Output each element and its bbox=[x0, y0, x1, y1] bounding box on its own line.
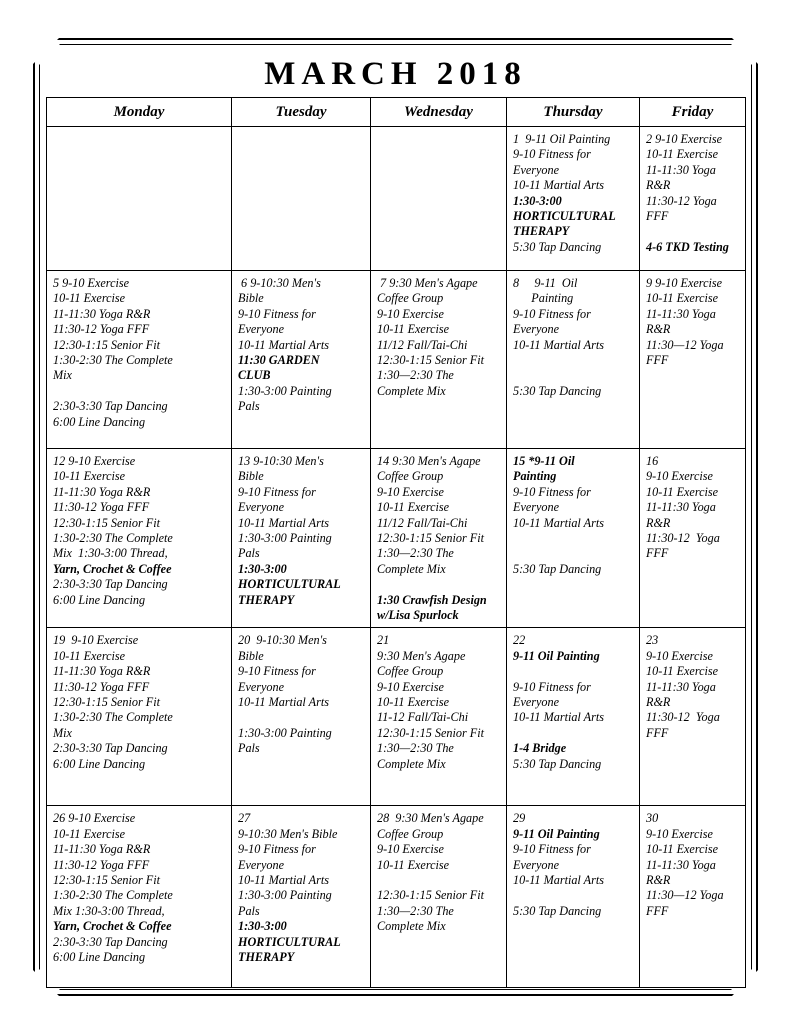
event-line: Everyone bbox=[513, 500, 560, 515]
event-line: Complete Mix bbox=[377, 383, 446, 398]
event-line: Mix bbox=[53, 368, 72, 383]
event-spacer bbox=[53, 384, 226, 399]
event-line: 10-11 Exercise bbox=[646, 842, 719, 857]
event-line: 1:30-3:00 Painting bbox=[238, 383, 332, 398]
event-line: 11-11:30 Yoga R&R bbox=[646, 679, 719, 710]
calendar-day-cell[interactable] bbox=[371, 127, 507, 271]
event-line: 7 9:30 Men's Agape bbox=[377, 276, 478, 290]
column-header-wednesday: Wednesday bbox=[371, 98, 507, 127]
event-line: 6:00 Line Dancing bbox=[53, 592, 146, 607]
calendar-day-cell[interactable] bbox=[507, 628, 640, 806]
event-line: 9-10:30 Men's Bible bbox=[238, 826, 338, 841]
event-line: 9 9-10 Exercise bbox=[646, 276, 723, 290]
event-line: 11:30-12 Yoga FFF bbox=[646, 710, 723, 740]
event-line: 1:30—2:30 The bbox=[377, 546, 454, 561]
event-line: 10-11 Exercise bbox=[646, 664, 719, 679]
event-spacer bbox=[513, 664, 634, 679]
event-line: 15 *9-11 Oil bbox=[513, 454, 575, 468]
calendar-content bbox=[46, 50, 745, 984]
calendar-day-cell[interactable] bbox=[371, 628, 507, 806]
event-line: Coffee Group bbox=[377, 826, 444, 841]
event-line: Everyone bbox=[238, 857, 285, 872]
event-line: 11-11:30 Yoga R&R bbox=[646, 306, 719, 337]
page-title: MARCH 2018 bbox=[264, 56, 527, 92]
calendar-day-cell[interactable] bbox=[371, 806, 507, 988]
event-line: 10-11 Exercise bbox=[646, 147, 719, 162]
event-line: 9-10 Fitness for bbox=[238, 306, 316, 321]
calendar-day-cell[interactable] bbox=[640, 127, 746, 271]
event-line: HORTICULTURAL bbox=[238, 934, 341, 949]
column-header-thursday: Thursday bbox=[507, 98, 640, 127]
event-line: HORTICULTURAL bbox=[513, 209, 616, 224]
column-header-tuesday: Tuesday bbox=[232, 98, 371, 127]
event-line: 5 9-10 Exercise bbox=[53, 276, 130, 290]
event-line: 12:30-1:15 Senior Fit bbox=[377, 725, 484, 740]
event-line: Pals bbox=[238, 546, 260, 561]
event-line: 10-11 Martial Arts bbox=[513, 873, 604, 888]
event-line: 9-10 Fitness for bbox=[238, 842, 316, 857]
event-line: Bible bbox=[238, 291, 264, 306]
event-line: 11-11:30 Yoga R&R bbox=[53, 306, 151, 321]
event-line: 5:30 Tap Dancing bbox=[513, 561, 602, 576]
event-line: 8 9-11 Oil bbox=[513, 276, 578, 290]
event-line: 6:00 Line Dancing bbox=[53, 950, 146, 965]
event-spacer bbox=[513, 531, 634, 546]
event-line: 9-10 Exercise bbox=[646, 648, 713, 663]
calendar-day-cell[interactable] bbox=[47, 628, 232, 806]
event-line: 1 9-11 Oil Painting bbox=[513, 132, 611, 146]
calendar-day-cell[interactable] bbox=[640, 806, 746, 988]
event-line: 9-11 Oil Painting bbox=[513, 826, 600, 841]
calendar-day-cell[interactable] bbox=[640, 449, 746, 628]
event-line: 5:30 Tap Dancing bbox=[513, 239, 602, 254]
calendar-day-cell[interactable] bbox=[507, 449, 640, 628]
event-line: 4-6 TKD Testing bbox=[646, 239, 729, 254]
event-line: Everyone bbox=[238, 322, 285, 337]
event-line: 10-11 Exercise bbox=[53, 648, 126, 663]
event-line: 11:30 GARDEN bbox=[238, 353, 320, 368]
event-line: 1:30-3:00 bbox=[238, 561, 287, 576]
event-line: 26 9-10 Exercise bbox=[53, 811, 136, 826]
event-line: 1:30-2:30 The Complete bbox=[53, 353, 173, 368]
calendar-week-row bbox=[47, 449, 746, 628]
event-line: Everyone bbox=[238, 679, 285, 694]
event-line: 10-11 Exercise bbox=[377, 322, 450, 337]
event-line: 11-11:30 Yoga R&R bbox=[53, 664, 151, 679]
event-spacer bbox=[646, 224, 740, 239]
event-line: HORTICULTURAL bbox=[238, 577, 341, 592]
event-line: 12:30-1:15 Senior Fit bbox=[53, 515, 160, 530]
event-spacer bbox=[513, 368, 634, 383]
event-line: 1:30—2:30 The bbox=[377, 903, 454, 918]
event-line: Everyone bbox=[513, 162, 560, 177]
event-line: 12:30-1:15 Senior Fit bbox=[377, 531, 484, 546]
event-line: Coffee Group bbox=[377, 291, 444, 306]
calendar-day-cell[interactable] bbox=[232, 449, 371, 628]
column-header-friday: Friday bbox=[640, 98, 746, 127]
event-line: Coffee Group bbox=[377, 469, 444, 484]
event-line: 11/12 Fall/Tai-Chi bbox=[377, 337, 468, 352]
calendar-table bbox=[46, 97, 746, 988]
calendar-day-cell[interactable] bbox=[232, 806, 371, 988]
event-line: 27 bbox=[238, 811, 251, 826]
event-line: 1-4 Bridge bbox=[513, 741, 567, 756]
calendar-week-row bbox=[47, 628, 746, 806]
event-line: 2:30-3:30 Tap Dancing bbox=[53, 934, 168, 949]
event-line: 2 9-10 Exercise bbox=[646, 132, 723, 146]
event-line: 9-10 Fitness for bbox=[513, 679, 591, 694]
event-line: 2:30-3:30 Tap Dancing bbox=[53, 741, 168, 756]
event-line: 11:30-12 Yoga FFF bbox=[646, 193, 720, 224]
event-line: 11-12 Fall/Tai-Chi bbox=[377, 710, 469, 725]
event-line: 6 9-10:30 Men's bbox=[238, 276, 321, 290]
event-line: 5:30 Tap Dancing bbox=[513, 903, 602, 918]
event-line: 30 bbox=[646, 811, 659, 826]
event-line: 9-10 Exercise bbox=[377, 679, 444, 694]
event-line: 9-10 Fitness for bbox=[513, 484, 591, 499]
event-line: 2:30-3:30 Tap Dancing bbox=[53, 399, 168, 414]
event-line: 10-11 Exercise bbox=[377, 695, 450, 710]
event-line: CLUB bbox=[238, 368, 271, 383]
event-line: 21 bbox=[377, 633, 390, 648]
event-line: 11:30-12 Yoga FFF bbox=[53, 500, 150, 515]
event-line: 20 9-10:30 Men's bbox=[238, 633, 327, 648]
event-line: 9-10 Exercise bbox=[646, 469, 713, 484]
event-line: Complete Mix bbox=[377, 561, 446, 576]
event-line: 1:30-2:30 The Complete bbox=[53, 710, 173, 725]
event-line: 13 9-10:30 Men's bbox=[238, 454, 324, 468]
event-line: Everyone bbox=[513, 322, 560, 337]
event-line: 10-11 Martial Arts bbox=[513, 178, 604, 193]
event-line: 9-11 Oil Painting bbox=[513, 648, 600, 663]
event-line: 12:30-1:15 Senior Fit bbox=[53, 873, 160, 888]
event-line: 1:30—2:30 The bbox=[377, 741, 454, 756]
event-line: 10-11 Martial Arts bbox=[513, 337, 604, 352]
event-spacer bbox=[513, 888, 634, 903]
event-line: 12:30-1:15 Senior Fit bbox=[53, 337, 160, 352]
event-line: 9-10 Fitness for bbox=[513, 147, 591, 162]
event-line: 9-10 Fitness for bbox=[513, 842, 591, 857]
event-spacer bbox=[513, 726, 634, 741]
calendar-day-cell[interactable] bbox=[371, 449, 507, 628]
event-line: 9-10 Exercise bbox=[377, 306, 444, 321]
event-line: Yarn, Crochet & Coffee bbox=[53, 919, 172, 934]
event-line: 1:30-3:00 Painting bbox=[238, 888, 332, 903]
event-line: 1:30-3:00 bbox=[513, 193, 562, 208]
column-header-monday: Monday bbox=[47, 98, 232, 127]
event-line: 11-11:30 Yoga R&R bbox=[646, 500, 719, 530]
calendar-day-cell[interactable] bbox=[232, 127, 371, 271]
calendar-body bbox=[47, 127, 746, 988]
event-line: 10-11 Exercise bbox=[53, 826, 126, 841]
event-line: 1:30-3:00 Painting bbox=[238, 725, 332, 740]
event-line: w/Lisa Spurlock bbox=[377, 608, 459, 623]
event-line: 10-11 Martial Arts bbox=[238, 337, 329, 352]
event-line: 28 9:30 Men's Agape bbox=[377, 811, 484, 826]
event-line: 9-10 Exercise bbox=[377, 484, 444, 499]
event-line: 11-11:30 Yoga R&R bbox=[646, 857, 719, 888]
event-line: 1:30-3:00 bbox=[238, 919, 287, 934]
calendar-week-row bbox=[47, 127, 746, 271]
event-line: Pals bbox=[238, 741, 260, 756]
event-spacer bbox=[513, 546, 634, 561]
event-line: 12:30-1:15 Senior Fit bbox=[377, 888, 484, 903]
event-line: Pals bbox=[238, 903, 260, 918]
calendar-week-row bbox=[47, 806, 746, 988]
event-line: 22 bbox=[513, 633, 526, 648]
event-line: Yarn, Crochet & Coffee bbox=[53, 561, 172, 576]
event-line: 11-11:30 Yoga R&R bbox=[53, 842, 151, 857]
event-line: 10-11 Exercise bbox=[377, 857, 450, 872]
event-line: 29 bbox=[513, 811, 526, 826]
event-line: Mix 1:30-3:00 Thread, bbox=[53, 546, 168, 561]
event-line: 16 bbox=[646, 454, 659, 468]
event-line: 14 9:30 Men's Agape bbox=[377, 454, 481, 468]
event-line: 11-11:30 Yoga R&R bbox=[646, 162, 719, 193]
calendar-day-cell[interactable] bbox=[507, 271, 640, 449]
event-line: 9-10 Exercise bbox=[377, 842, 444, 857]
event-line: Everyone bbox=[513, 857, 560, 872]
event-line: 11:30-12 Yoga FFF bbox=[53, 322, 150, 337]
calendar-day-cell[interactable] bbox=[47, 449, 232, 628]
calendar-week-row bbox=[47, 271, 746, 449]
event-line: 10-11 Martial Arts bbox=[238, 515, 329, 530]
event-line: Everyone bbox=[513, 695, 560, 710]
event-line: 9-10 Exercise bbox=[646, 826, 713, 841]
event-spacer bbox=[377, 873, 501, 888]
calendar-day-cell[interactable] bbox=[640, 271, 746, 449]
calendar-day-cell[interactable] bbox=[507, 127, 640, 271]
event-line: 19 9-10 Exercise bbox=[53, 633, 139, 648]
event-line: Mix bbox=[53, 725, 72, 740]
event-line: 9-10 Fitness for bbox=[238, 484, 316, 499]
event-line: 10-11 Exercise bbox=[646, 291, 719, 306]
event-spacer bbox=[513, 353, 634, 368]
event-line: 11-11:30 Yoga R&R bbox=[53, 484, 151, 499]
event-line: 2:30-3:30 Tap Dancing bbox=[53, 577, 168, 592]
calendar-day-cell[interactable] bbox=[47, 806, 232, 988]
event-line: 11:30-12 Yoga FFF bbox=[53, 679, 150, 694]
event-line: 1:30 Crawfish Design bbox=[377, 592, 487, 607]
event-line: 10-11 Martial Arts bbox=[513, 710, 604, 725]
event-line: 11:30—12 Yoga FFF bbox=[646, 888, 727, 918]
event-line: Painting bbox=[513, 469, 557, 484]
calendar-header-row bbox=[47, 98, 746, 127]
event-line: 10-11 Martial Arts bbox=[238, 695, 329, 710]
calendar-day-cell[interactable] bbox=[232, 271, 371, 449]
event-line: 10-11 Martial Arts bbox=[513, 515, 604, 530]
calendar-day-cell[interactable] bbox=[232, 628, 371, 806]
event-line: Bible bbox=[238, 469, 264, 484]
event-line: 9-10 Fitness for bbox=[513, 306, 591, 321]
event-line: THERAPY bbox=[238, 950, 295, 965]
event-line: Everyone bbox=[238, 500, 285, 515]
event-line: THERAPY bbox=[238, 592, 295, 607]
event-line: 1:30—2:30 The bbox=[377, 368, 454, 383]
event-line: Bible bbox=[238, 648, 264, 663]
event-spacer bbox=[377, 577, 501, 592]
event-line: 10-11 Exercise bbox=[53, 291, 126, 306]
event-line: 10-11 Exercise bbox=[53, 469, 126, 484]
event-line: Coffee Group bbox=[377, 664, 444, 679]
event-line: 11:30-12 Yoga FFF bbox=[646, 531, 723, 561]
calendar-day-cell[interactable] bbox=[47, 127, 232, 271]
event-line: 11/12 Fall/Tai-Chi bbox=[377, 515, 468, 530]
calendar-day-cell[interactable] bbox=[371, 271, 507, 449]
event-line: 11:30—12 Yoga FFF bbox=[646, 337, 727, 368]
event-line: 12:30-1:15 Senior Fit bbox=[377, 353, 484, 368]
event-line: 9:30 Men's Agape bbox=[377, 648, 466, 663]
event-line: THERAPY bbox=[513, 224, 570, 239]
event-line: Mix 1:30-3:00 Thread, bbox=[53, 903, 165, 918]
event-line: 5:30 Tap Dancing bbox=[513, 383, 602, 398]
event-line: 23 bbox=[646, 633, 659, 648]
calendar-day-cell[interactable] bbox=[640, 628, 746, 806]
event-line: 12:30-1:15 Senior Fit bbox=[53, 695, 160, 710]
event-line: Complete Mix bbox=[377, 756, 446, 771]
event-line: 6:00 Line Dancing bbox=[53, 414, 146, 429]
event-line: 10-11 Martial Arts bbox=[238, 873, 329, 888]
event-line: 10-11 Exercise bbox=[377, 500, 450, 515]
event-line: 11:30-12 Yoga FFF bbox=[53, 857, 150, 872]
event-line: 9-10 Fitness for bbox=[238, 664, 316, 679]
calendar-day-cell[interactable] bbox=[47, 271, 232, 449]
event-line: Complete Mix bbox=[377, 919, 446, 934]
event-line: 1:30-2:30 The Complete bbox=[53, 531, 173, 546]
event-line: 1:30-2:30 The Complete bbox=[53, 888, 173, 903]
event-line: 5:30 Tap Dancing bbox=[513, 756, 602, 771]
event-line: 1:30-3:00 Painting bbox=[238, 531, 332, 546]
event-line: 10-11 Exercise bbox=[646, 484, 719, 499]
event-line: 6:00 Line Dancing bbox=[53, 756, 146, 771]
event-spacer bbox=[238, 710, 365, 725]
event-line: Painting bbox=[513, 291, 574, 306]
calendar-day-cell[interactable] bbox=[507, 806, 640, 988]
event-line: 12 9-10 Exercise bbox=[53, 454, 136, 468]
event-line: Pals bbox=[238, 399, 260, 414]
